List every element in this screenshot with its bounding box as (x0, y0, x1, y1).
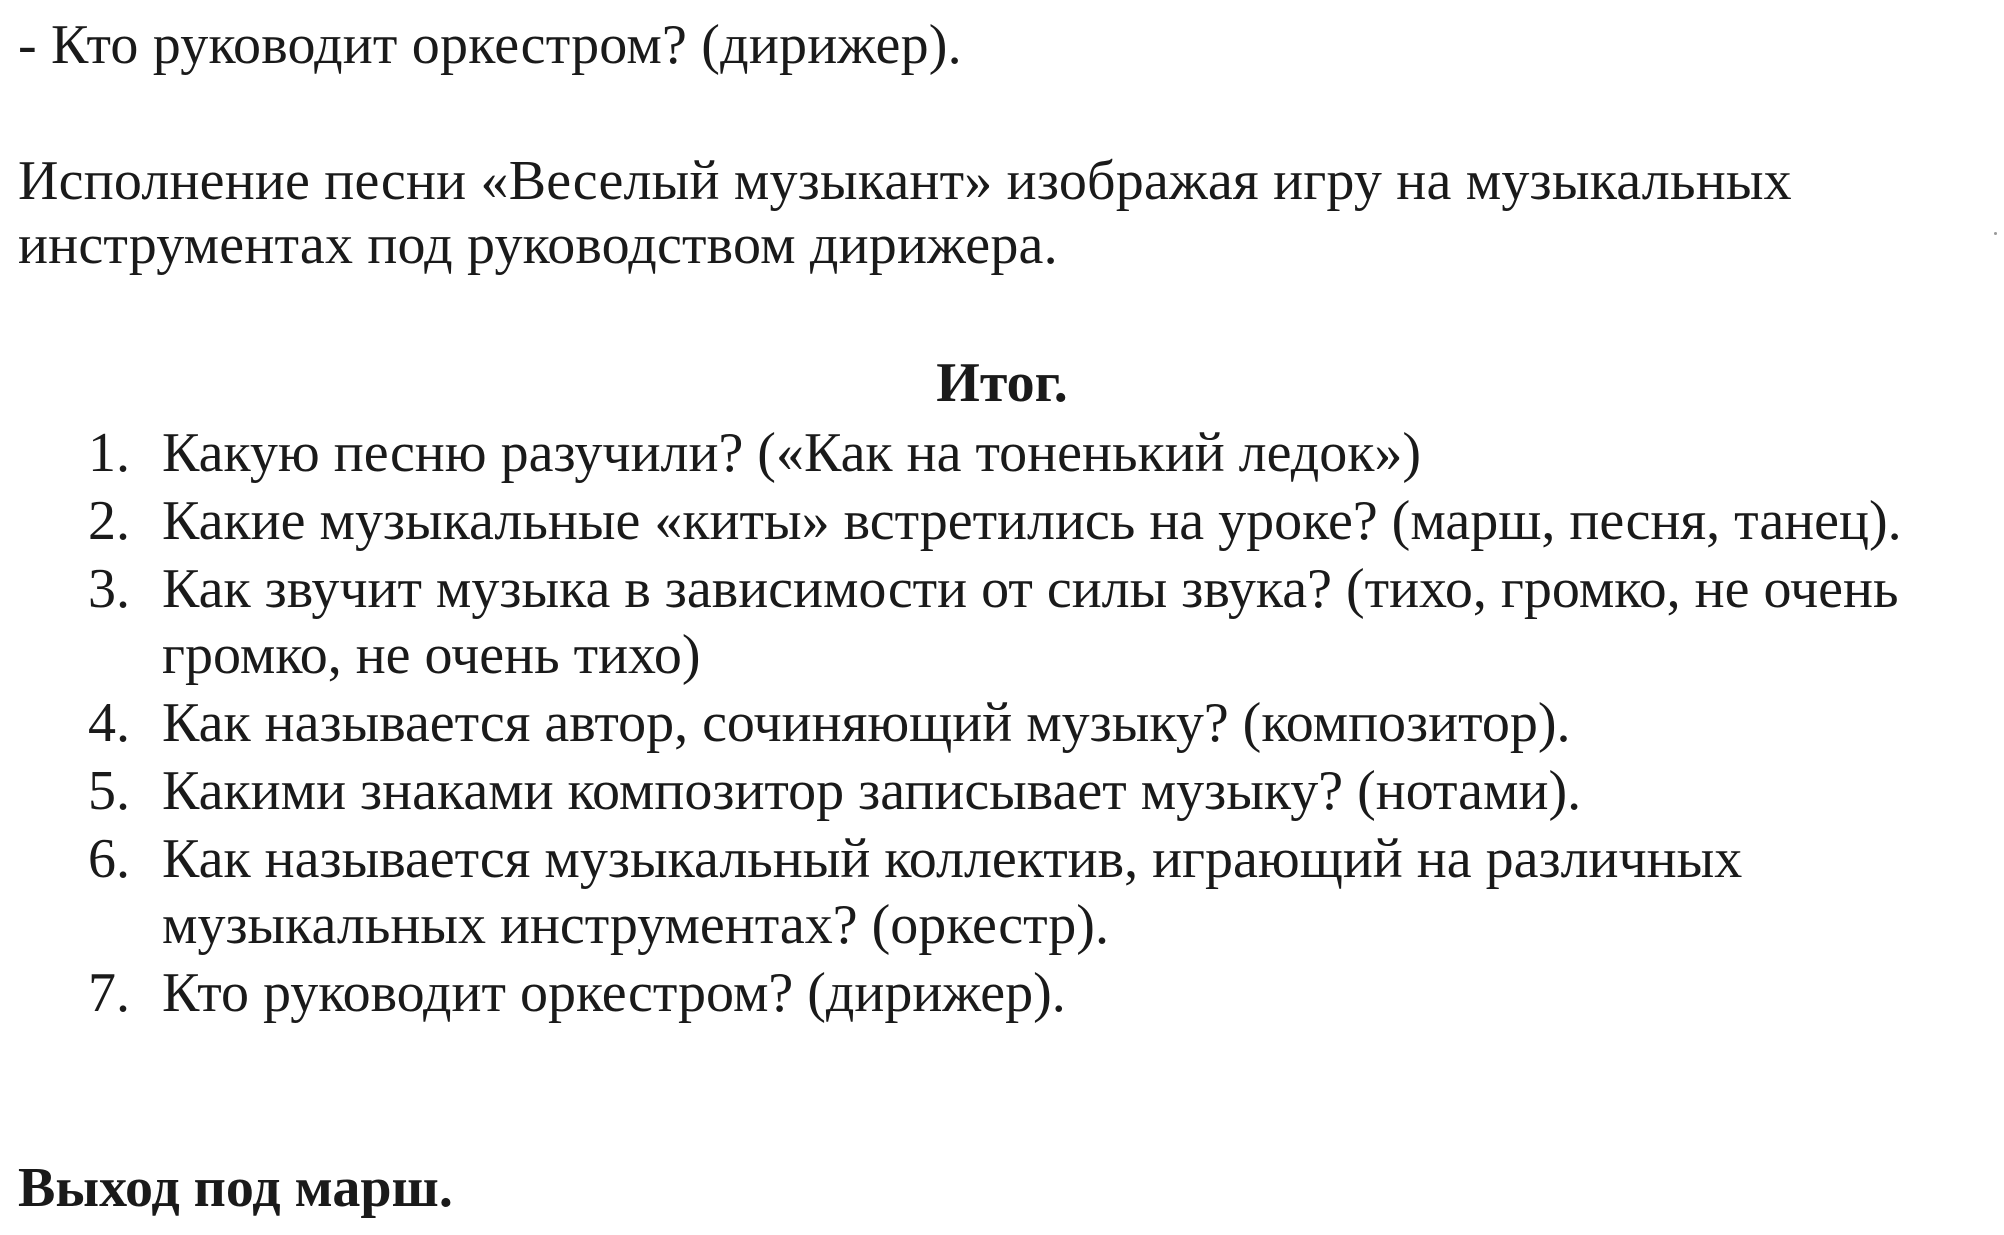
list-item-text: Кто руководит оркестром? (дирижер). (162, 962, 1066, 1024)
list-item-text: Какими знаками композитор записывает музыку? (нотами). (162, 760, 1582, 822)
list-item-text-block (162, 826, 1742, 958)
list-item-text-block (162, 556, 1899, 688)
performance-paragraph-line-1: Исполнение песни «Веселый музыкант» изображая игру на музыкальных (18, 150, 1792, 212)
list-item-text-continued: музыкальных инструментах? (оркестр). (162, 894, 1109, 956)
list-item-number: 1. (88, 422, 130, 484)
list-item-number: 2. (88, 490, 130, 552)
list-item-number: 5. (88, 760, 130, 822)
intro-question: - Кто руководит оркестром? (дирижер). (18, 14, 962, 76)
list-item-text-continued: громко, не очень тихо) (162, 624, 701, 686)
list-item-text: Какую песню разучили? («Как на тоненький ледок») (162, 422, 1422, 484)
summary-heading: Итог. (936, 352, 1068, 414)
list-item-text: Как называется музыкальный коллектив, играющий на различных (162, 828, 1743, 890)
scan-speck (1994, 232, 1997, 235)
closing-line: Выход под марш. (18, 1157, 453, 1219)
list-item-number: 4. (88, 692, 130, 754)
list-item-text: Какие музыкальные «киты» встретились на уроке? (марш, песня, танец). (162, 490, 1902, 552)
performance-paragraph-line-2: инструментах под руководством дирижера. (18, 214, 1058, 276)
list-item-text: Как называется автор, сочиняющий музыку? (композитор). (162, 692, 1571, 754)
list-item-number: 3. (88, 558, 130, 620)
list-item-number: 6. (88, 828, 130, 890)
list-item-number: 7. (88, 962, 130, 1024)
list-item-text: Как звучит музыка в зависимости от силы звука? (тихо, громко, не очень (162, 558, 1899, 620)
